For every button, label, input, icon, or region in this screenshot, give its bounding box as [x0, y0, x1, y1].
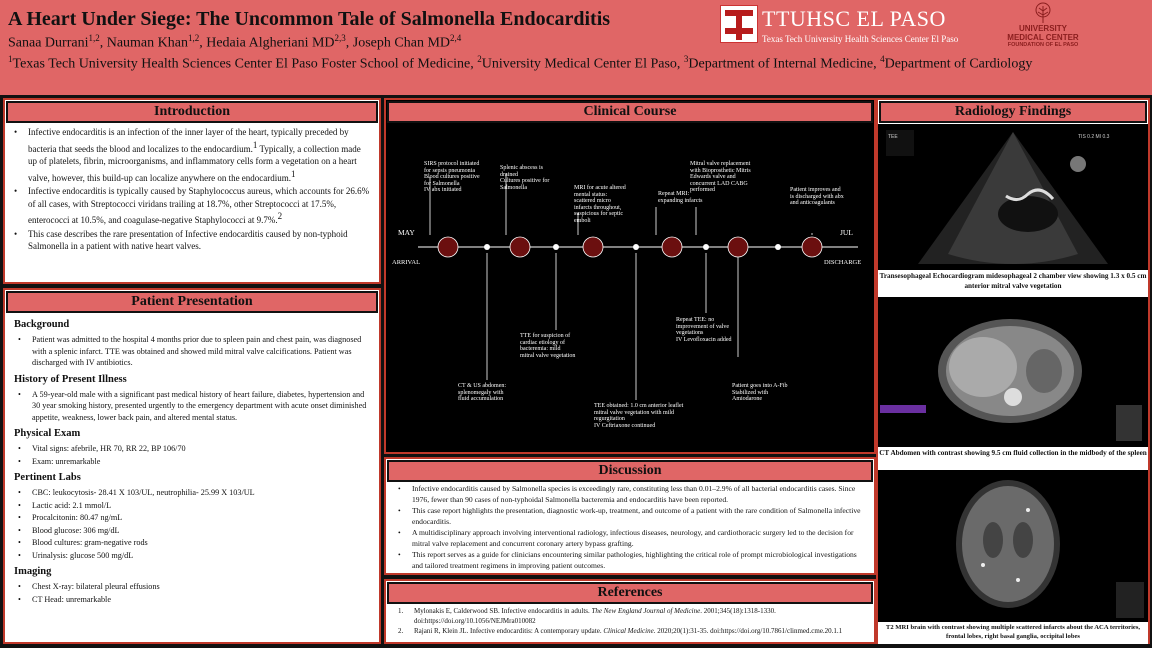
poster-banner [0, 0, 1152, 95]
start-month-label: MAY [398, 228, 415, 237]
timeline-dot [633, 244, 639, 250]
radiology-heading: Radiology Findings [879, 101, 1147, 123]
introduction-heading: Introduction [6, 101, 378, 123]
timeline-dot [484, 244, 490, 250]
timeline-dot [553, 244, 559, 250]
list-item: • Exam: unremarkable [14, 456, 370, 468]
figure-caption: CT Abdomen with contrast showing 9.5 cm fluid collection in the midbody of the spleen [878, 449, 1148, 471]
echo-scan-graphic [878, 124, 1148, 270]
affiliation: Department of Internal Medicine, [688, 56, 881, 72]
timeline-marker [728, 237, 748, 257]
event-note: Repeat TEE: no improvement of valve vegetations IV Levofloxacin added [676, 317, 732, 343]
patient-presentation-heading: Patient Presentation [6, 291, 378, 313]
list-item: • A multidisciplinary approach involving interventional radiology, infectious diseases, neurology, and cardiothoracic surgery led to the decision for mitral valve replacement and concurrent coronary artery bypass grafting. [394, 528, 868, 549]
event-note: MRI for acute altered mental status: scattered micro infarcts throughout, suspicious for septic emboli [574, 185, 626, 224]
list-item: • Vital signs: afebrile, HR 70, RR 22, BP 106/70 [14, 443, 370, 455]
umc-foundation-logo: UNIVERSITY MEDICAL CENTER FOUNDATION OF EL PASO [1000, 2, 1086, 52]
discharge-label: DISCHARGE [824, 259, 862, 266]
ct-scan-graphic [878, 297, 1148, 447]
timeline-marker [438, 237, 458, 257]
list-item: • This report serves as a guide for clinicians encountering similar pathologies, highlighting the critical role of prompt microbiological investigations and tailored treatment regimens in improving patient outcomes. [394, 550, 868, 571]
list-item: • Blood glucose: 306 mg/dL [14, 525, 370, 537]
list-item: • Infective endocarditis is an infection of the inner layer of the heart, typically preceded by bacteria that seeds the blood and localizes to the endocardium.$^1$ Typically, a collection made up of platelets, fibrin, microorganisms, and inflammatory cells form a vegetation on a heart valve, however, this build-up can localize anywhere on the endocardium.$^1$ [10, 126, 370, 184]
mri-brain-image [878, 470, 1148, 622]
ttuhsc-logo-subtitle: Texas Tech University Health Sciences Center El Paso [762, 34, 959, 44]
poster-title: A Heart Under Siege: The Uncommon Tale of Salmonella Endocarditis [8, 8, 611, 30]
figure-caption: Transesophageal Echocardiogram midesophageal 2 chamber view showing 1.3 x 0.5 cm anterior mitral valve vegetation [878, 272, 1148, 296]
affiliation: University Medical Center El Paso, [481, 56, 684, 72]
affiliation-list: $^1$Texas Tech University Health Sciences Center El Paso Foster School of Medicine, $^2$University Medical Center El Paso, $^3$Department of Internal Medicine, $^4$Department of Cardiology [8, 54, 1033, 72]
author-name: Sanaa Durrani [8, 35, 89, 51]
timeline-dot [775, 244, 781, 250]
list-item: • Urinalysis: glucose 500 mg/dL [14, 550, 370, 562]
clinical-course-heading: Clinical Course [387, 101, 873, 123]
author-name: Hedaia Algheriani MD [206, 35, 335, 51]
list-item: • Infective endocarditis caused by Salmonella species is exceedingly rare, constituting less than 0.01–2.9% of all bacterial endocarditis cases. Since 1976, fewer than 90 cases of non-typhoidal Salmonella bacteremia and endocarditis have been reported. [394, 484, 868, 505]
author-list: Sanaa Durrani$^{1,2}$, Nauman Khan$^{1,2}$, Hedaia Algheriani MD$^{2,3}$, Joseph Chan MD$^{2,4}$ [8, 33, 462, 51]
event-note: SIRS protocol initiated for sepsis pneumonia Blood cultures positive for Salmonella IV abx initiated [424, 161, 480, 194]
discussion-heading: Discussion [387, 460, 873, 482]
list-item: • This case describes the rare presentation of Infective endocarditis caused by non-typhoid Salmonella in a patient with native heart valves. [10, 228, 370, 253]
event-note: TTE for suspicion of cardiac etiology of bacteremia: mild mitral valve vegetation [520, 333, 576, 359]
event-note: Mitral valve replacement with Bioprosthetic Mitris Edwards valve and concurrent LAD CABG performed [690, 161, 751, 194]
discussion-list [394, 484, 868, 572]
event-note: Patient improves and is discharged with abx and anticoagulants [790, 187, 844, 207]
reference-item: 2. Rajani R, Klein JL. Infective endocarditis: A contemporary update. Clinical Medicine. 2020;20(1):31-35. doi:https://doi.org/10.7861/clinmed.cme.20.1.1 [398, 627, 843, 635]
list-item: • A 59-year-old male with a significant past medical history of heart failure, diabetes, hypertension and 30 year smoking history, presented urgently to the emergency department with acute onset diminished appetite, weakness, lower back pain, and altered mental status. [14, 389, 370, 424]
references-heading: References [387, 582, 873, 604]
svg-text:TEE: TEE [888, 134, 898, 140]
ttuhsc-logo-text: TTUHSC EL PASO [762, 6, 946, 31]
ct-abdomen-image [878, 297, 1148, 447]
author-name: Joseph Chan MD [352, 35, 451, 51]
event-note: CT & US abdomen: splenomegaly with fluid accumulation [458, 383, 507, 403]
section-title: Imaging [14, 566, 52, 577]
figure-caption: T2 MRI brain with contrast showing multiple scattered infarcts about the ACA territories, frontal lobes, right basal ganglia, occipital lobes [878, 624, 1148, 644]
event-note: Patient goes into A-Fib Stabilized with Amiodarone [732, 383, 788, 403]
section-title: History of Present Illness [14, 373, 127, 385]
patient-presentation-body [14, 314, 370, 606]
event-note: TEE obtained: 1.0 cm anterior leaflet mitral valve vegetation with mild regurgitation IV Ceftriaxone continued [594, 403, 684, 429]
tree-icon [1032, 2, 1054, 24]
reference-list [396, 606, 866, 636]
timeline-marker [662, 237, 682, 257]
event-note: Repeat MRI: expanding infarcts [658, 191, 703, 204]
affiliation: Texas Tech University Health Sciences Center El Paso Foster School of Medicine, [12, 56, 478, 72]
end-month-label: JUL [840, 228, 853, 237]
double-t-logo-icon [720, 5, 758, 43]
list-item: • Infective endocarditis is typically caused by Staphylococcus aureus, which accounts for 26.6% of all cases, with Streptococci viridans trailing at 18.7%, other Streptococci at 17.5%, enterococci at 10.5%, and coagulase-negative Staphylococci at 9.7%.$^2$ [10, 185, 370, 227]
timeline [388, 125, 872, 451]
timeline-marker [583, 237, 603, 257]
list-item: • Patient was admitted to the hospital 4 months prior due to spleen pain and chest pain, was diagnosed with a splenic infarct. TTE was obtained and showed mild mitral valve calcifications. Patient was discharged with IV antibiotics. [14, 334, 370, 369]
echocardiogram-image [878, 124, 1148, 270]
svg-text:TIS 0.2 MI 0.3: TIS 0.2 MI 0.3 [1078, 134, 1110, 140]
timeline-dot [703, 244, 709, 250]
list-item: • Chest X-ray: bilateral pleural effusions [14, 581, 370, 593]
section-title: Physical Exam [14, 428, 81, 439]
timeline-marker [510, 237, 530, 257]
timeline-marker [802, 237, 822, 257]
author-name: Nauman Khan [106, 35, 188, 51]
affiliation: Department of Cardiology [884, 56, 1033, 72]
list-item: • CBC: leukocytosis- 28.41 X 103/UL, neutrophilia- 25.99 X 103/UL [14, 487, 370, 499]
list-item: • This case report highlights the presentation, diagnostic work-up, treatment, and outcome of a patient with the rare condition of Salmonella infective endocarditis. [394, 506, 868, 527]
list-item: • Blood cultures: gram-negative rods [14, 537, 370, 549]
event-note: Splenic abscess is drained Cultures positive for Salmonella [500, 165, 550, 191]
section-title: Background [14, 319, 70, 330]
introduction-list [10, 126, 370, 254]
list-item: • CT Head: unremarkable [14, 594, 370, 606]
list-item: • Procalcitonin: 80.47 ng/mL [14, 512, 370, 524]
mri-scan-graphic [878, 470, 1148, 622]
arrival-label: ARRIVAL [392, 259, 421, 266]
reference-item: 1. Mylonakis E, Calderwood SB. Infective endocarditis in adults. The New England Journal of Medicine. 2001;345(18):1318-1330. doi:https://doi.org/10.1056/NEJMra010082 [398, 607, 776, 625]
section-title: Pertinent Labs [14, 472, 81, 483]
list-item: • Lactic acid: 2.1 mmol/L [14, 500, 370, 512]
